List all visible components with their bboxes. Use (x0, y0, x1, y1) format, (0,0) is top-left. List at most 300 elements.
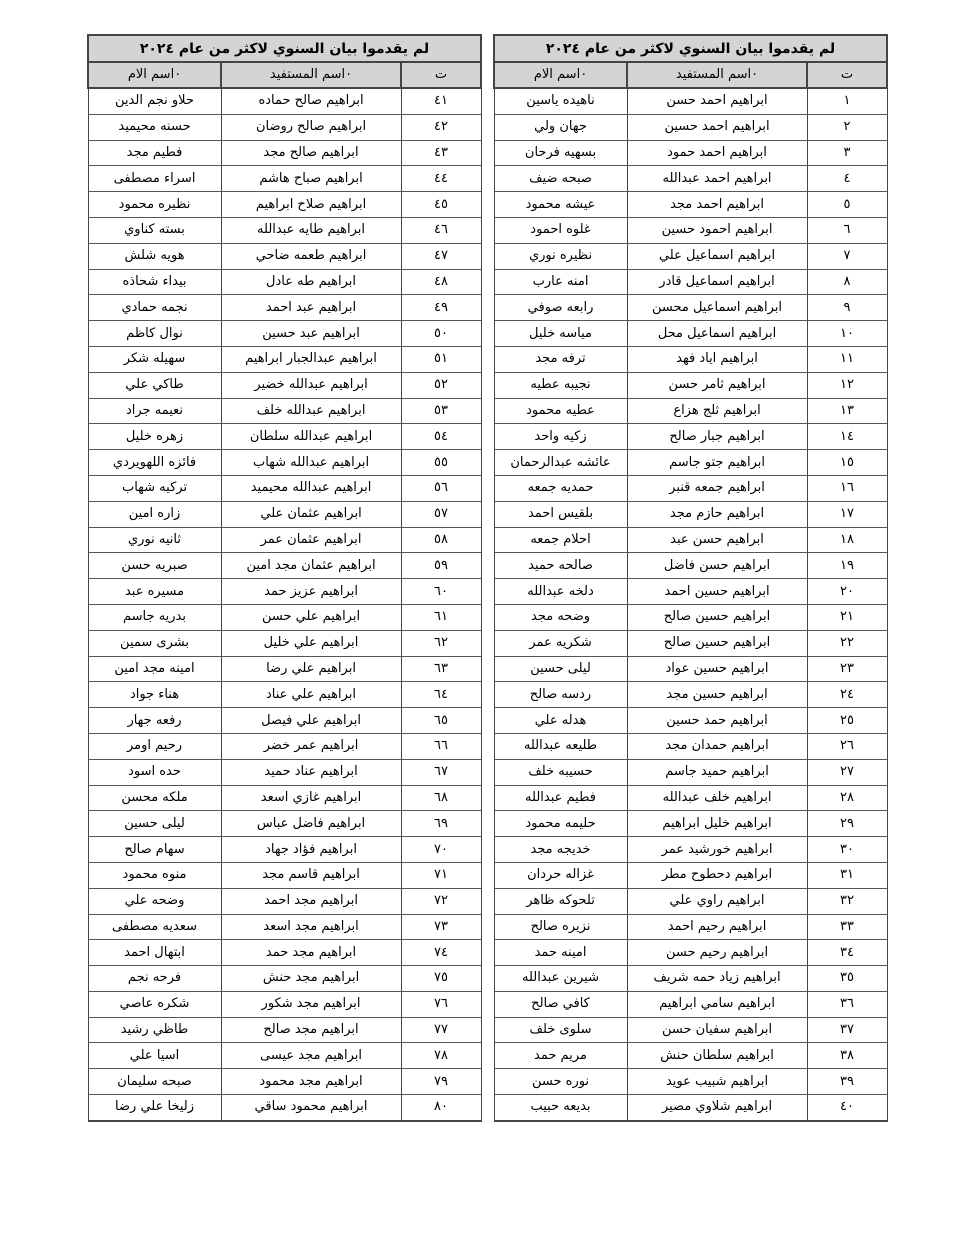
table-row (88, 88, 481, 114)
beneficiary-name: ابراهيم عبدالله خلف (221, 398, 401, 424)
beneficiary-name: ابراهيم حسن عبد (627, 527, 807, 553)
beneficiary-name: ابراهيم رحيم حسن (627, 940, 807, 966)
mother-name: بيداء شحاذه (88, 269, 221, 295)
column-header-number: ت (401, 62, 481, 88)
row-number: ٦٠ (401, 579, 481, 605)
table-row (88, 604, 481, 630)
beneficiary-name: ابراهيم اياد فهد (627, 346, 807, 372)
table-row (494, 1043, 887, 1069)
row-number: ٥٨ (401, 527, 481, 553)
table-row (88, 527, 481, 553)
table-row (88, 579, 481, 605)
table-row (494, 424, 887, 450)
beneficiary-name: ابراهيم احمد حسين (627, 114, 807, 140)
mother-name: وضحه مجد (494, 604, 627, 630)
beneficiary-name: ابراهيم حسن فاضل (627, 553, 807, 579)
table-row (494, 475, 887, 501)
beneficiary-name: ابراهيم خلف عبدالله (627, 785, 807, 811)
table-row (494, 166, 887, 192)
row-number: ٦٦ (401, 733, 481, 759)
table-row (494, 940, 887, 966)
row-number: ١٨ (807, 527, 887, 553)
table-row (88, 682, 481, 708)
row-number: ٥٢ (401, 372, 481, 398)
row-number: ٣٣ (807, 914, 887, 940)
row-number: ٢٤ (807, 682, 887, 708)
beneficiary-name: ابراهيم عثمان عمر (221, 527, 401, 553)
beneficiary-name: ابراهيم ثلج هزاع (627, 398, 807, 424)
column-header-beneficiary: ٠اسم المستفيد (627, 62, 807, 88)
beneficiary-name: ابراهيم حمد حسين (627, 708, 807, 734)
mother-name: فرحه نجم (88, 966, 221, 992)
beneficiary-name: ابراهيم احمد حمود (627, 140, 807, 166)
beneficiary-name: ابراهيم حسين عواد (627, 656, 807, 682)
row-number: ٧٧ (401, 1017, 481, 1043)
row-number: ٧٦ (401, 991, 481, 1017)
row-number: ٧٨ (401, 1043, 481, 1069)
mother-name: نجيبه عطيه (494, 372, 627, 398)
row-number: ٦٩ (401, 811, 481, 837)
row-number: ٧٢ (401, 888, 481, 914)
mother-name: سهام صالح (88, 837, 221, 863)
table-row (494, 888, 887, 914)
table-row (494, 811, 887, 837)
mother-name: زليخا علي رضا (88, 1095, 221, 1121)
row-number: ٨ (807, 269, 887, 295)
mother-name: عيشه محمود (494, 192, 627, 218)
column-header-mother: ٠اسم الام (88, 62, 221, 88)
beneficiary-name: ابراهيم عزيز حمد (221, 579, 401, 605)
mother-name: سعديه مصطفى (88, 914, 221, 940)
mother-name: حليمه محمود (494, 811, 627, 837)
table-row (88, 966, 481, 992)
beneficiary-name: ابراهيم سفيان حسن (627, 1017, 807, 1043)
table-row (88, 862, 481, 888)
mother-name: امنه عارب (494, 269, 627, 295)
row-number: ٣٤ (807, 940, 887, 966)
table-row (88, 1095, 481, 1121)
mother-name: حلاو نجم الدين (88, 88, 221, 114)
row-number: ٢ (807, 114, 887, 140)
mother-name: ملكه محسن (88, 785, 221, 811)
beneficiary-name: ابراهيم عثمان مجد امين (221, 553, 401, 579)
table-row (88, 424, 481, 450)
beneficiary-name: ابراهيم مجد صالح (221, 1017, 401, 1043)
beneficiary-name: ابراهيم طعمه ضاحي (221, 243, 401, 269)
mother-name: نجمه حمادي (88, 295, 221, 321)
beneficiary-name: ابراهيم حسين مجد (627, 682, 807, 708)
table-row (494, 140, 887, 166)
table-row (88, 888, 481, 914)
beneficiary-name: ابراهيم حازم مجد (627, 501, 807, 527)
table-row (494, 837, 887, 863)
table-row (494, 398, 887, 424)
beneficiary-name: ابراهيم حسين صالح (627, 604, 807, 630)
beneficiary-name: ابراهيم علي رضا (221, 656, 401, 682)
mother-name: نعيمه جراد (88, 398, 221, 424)
mother-name: مسيره عبد (88, 579, 221, 605)
beneficiary-name: ابراهيم احمد عبدالله (627, 166, 807, 192)
row-number: ٦ (807, 217, 887, 243)
row-number: ٢١ (807, 604, 887, 630)
table-row (88, 372, 481, 398)
mother-name: احلام جمعه (494, 527, 627, 553)
mother-name: ابتهال احمد (88, 940, 221, 966)
mother-name: هويه شلش (88, 243, 221, 269)
row-number: ٣ (807, 140, 887, 166)
row-number: ٤٣ (401, 140, 481, 166)
row-number: ٢٧ (807, 759, 887, 785)
mother-name: رابعه صوفي (494, 295, 627, 321)
beneficiary-name: ابراهيم مجد حنش (221, 966, 401, 992)
mother-name: نزيره صالح (494, 914, 627, 940)
beneficiary-name: ابراهيم علي حسن (221, 604, 401, 630)
beneficiary-name: ابراهيم خورشيد عمر (627, 837, 807, 863)
mother-name: عائشه عبدالرحمان (494, 450, 627, 476)
beneficiary-table-right (493, 34, 888, 1122)
table-row (88, 914, 481, 940)
mother-name: رحيم اومر (88, 733, 221, 759)
row-number: ٤٠ (807, 1095, 887, 1121)
beneficiary-name: ابراهيم عبد حسين (221, 321, 401, 347)
beneficiary-name: ابراهيم عبدالله محيميد (221, 475, 401, 501)
row-number: ٢٥ (807, 708, 887, 734)
beneficiary-name: ابراهيم احمود حسين (627, 217, 807, 243)
mother-name: نظيره نوري (494, 243, 627, 269)
beneficiary-name: ابراهيم حسين احمد (627, 579, 807, 605)
table-row (494, 759, 887, 785)
column-header-number: ت (807, 62, 887, 88)
mother-name: هناء جواد (88, 682, 221, 708)
beneficiary-name: ابراهيم صلاح ابراهيم (221, 192, 401, 218)
table-row (88, 192, 481, 218)
table-row (88, 656, 481, 682)
mother-name: هدله علي (494, 708, 627, 734)
beneficiary-name: ابراهيم ثامر حسن (627, 372, 807, 398)
row-number: ٨٠ (401, 1095, 481, 1121)
mother-name: نوال كاظم (88, 321, 221, 347)
beneficiary-name: ابراهيم محمود ساقي (221, 1095, 401, 1121)
table-row (494, 243, 887, 269)
table-row (88, 759, 481, 785)
row-number: ٥١ (401, 346, 481, 372)
row-number: ٤٢ (401, 114, 481, 140)
table-row (494, 991, 887, 1017)
row-number: ٧٣ (401, 914, 481, 940)
table-row (494, 708, 887, 734)
row-number: ٦٤ (401, 682, 481, 708)
beneficiary-name: ابراهيم عبدالله شهاب (221, 450, 401, 476)
mother-name: جهان ولي (494, 114, 627, 140)
mother-name: ليلى حسين (494, 656, 627, 682)
mother-name: امينه حمد (494, 940, 627, 966)
table-row (88, 475, 481, 501)
row-number: ١٧ (807, 501, 887, 527)
beneficiary-name: ابراهيم مجد حمد (221, 940, 401, 966)
mother-name: فائزه اللهويردي (88, 450, 221, 476)
beneficiary-name: ابراهيم اسماعيل علي (627, 243, 807, 269)
table-row (494, 295, 887, 321)
table-row (494, 1069, 887, 1095)
beneficiary-name: ابراهيم سامي ابراهيم (627, 991, 807, 1017)
beneficiary-name: ابراهيم حسين صالح (627, 630, 807, 656)
mother-name: زاره امين (88, 501, 221, 527)
mother-name: ترفه مجد (494, 346, 627, 372)
mother-name: طاظي رشيد (88, 1017, 221, 1043)
row-number: ٤٥ (401, 192, 481, 218)
table-row (494, 1017, 887, 1043)
table-row (88, 114, 481, 140)
beneficiary-name: ابراهيم مجد محمود (221, 1069, 401, 1095)
beneficiary-name: ابراهيم عبد احمد (221, 295, 401, 321)
table-row (494, 88, 887, 114)
column-header-mother: ٠اسم الام (494, 62, 627, 88)
table-row (494, 914, 887, 940)
mother-name: تركيه شهاب (88, 475, 221, 501)
table-row (494, 527, 887, 553)
beneficiary-name: ابراهيم راوي علي (627, 888, 807, 914)
mother-name: ناهيده ياسين (494, 88, 627, 114)
row-number: ٣٢ (807, 888, 887, 914)
row-number: ٤٨ (401, 269, 481, 295)
table-row (88, 630, 481, 656)
row-number: ٥٩ (401, 553, 481, 579)
row-number: ٧١ (401, 862, 481, 888)
beneficiary-name: ابراهيم فاضل عباس (221, 811, 401, 837)
beneficiary-name: ابراهيم عبدالجبار ابراهيم (221, 346, 401, 372)
row-number: ٦١ (401, 604, 481, 630)
table-row (88, 811, 481, 837)
table-row (494, 372, 887, 398)
mother-name: حسنه محيميد (88, 114, 221, 140)
row-number: ٢٠ (807, 579, 887, 605)
row-number: ٤١ (401, 88, 481, 114)
table-row (494, 785, 887, 811)
mother-name: بدريه جاسم (88, 604, 221, 630)
mother-name: نظيره محمود (88, 192, 221, 218)
beneficiary-name: ابراهيم صالح حماده (221, 88, 401, 114)
row-number: ٤٧ (401, 243, 481, 269)
table-row (88, 837, 481, 863)
beneficiary-name: ابراهيم عبدالله سلطان (221, 424, 401, 450)
table-row (494, 346, 887, 372)
table-row (88, 708, 481, 734)
row-number: ٣٦ (807, 991, 887, 1017)
mother-name: سهيله شكر (88, 346, 221, 372)
mother-name: غلوه احمود (494, 217, 627, 243)
table-row (88, 1017, 481, 1043)
row-number: ١٢ (807, 372, 887, 398)
table-row (88, 321, 481, 347)
mother-name: صبحه سليمان (88, 1069, 221, 1095)
row-number: ٧٤ (401, 940, 481, 966)
mother-name: بسهيه فرحان (494, 140, 627, 166)
table-row (88, 991, 481, 1017)
row-number: ٣٧ (807, 1017, 887, 1043)
row-number: ٣٨ (807, 1043, 887, 1069)
mother-name: بسته كناوي (88, 217, 221, 243)
beneficiary-name: ابراهيم رحيم احمد (627, 914, 807, 940)
mother-name: مريم حمد (494, 1043, 627, 1069)
table-row (494, 192, 887, 218)
beneficiary-name: ابراهيم صالح مجد (221, 140, 401, 166)
mother-name: منوه محمود (88, 862, 221, 888)
mother-name: حمديه جمعه (494, 475, 627, 501)
beneficiary-name: ابراهيم غازي اسعد (221, 785, 401, 811)
mother-name: نوره حسن (494, 1069, 627, 1095)
mother-name: بشرى سمين (88, 630, 221, 656)
row-number: ١٩ (807, 553, 887, 579)
mother-name: طليعه عبدالله (494, 733, 627, 759)
row-number: ٤٩ (401, 295, 481, 321)
table-row (88, 243, 481, 269)
mother-name: اسراء مصطفى (88, 166, 221, 192)
row-number: ٤٤ (401, 166, 481, 192)
row-number: ٧ (807, 243, 887, 269)
table-row (494, 604, 887, 630)
row-number: ١ (807, 88, 887, 114)
beneficiary-name: ابراهيم صالح روضان (221, 114, 401, 140)
mother-name: رفعه جهار (88, 708, 221, 734)
row-number: ٧٠ (401, 837, 481, 863)
row-number: ٣٩ (807, 1069, 887, 1095)
mother-name: صبحه ضيف (494, 166, 627, 192)
mother-name: صبريه حسن (88, 553, 221, 579)
row-number: ٥٥ (401, 450, 481, 476)
mother-name: ليلى حسين (88, 811, 221, 837)
row-number: ٢٨ (807, 785, 887, 811)
row-number: ٣٠ (807, 837, 887, 863)
beneficiary-name: ابراهيم جتو جاسم (627, 450, 807, 476)
mother-name: سلوى خلف (494, 1017, 627, 1043)
mother-name: طاكي علي (88, 372, 221, 398)
table-row (88, 398, 481, 424)
column-header-beneficiary: ٠اسم المستفيد (221, 62, 401, 88)
table-row (494, 966, 887, 992)
row-number: ٢٢ (807, 630, 887, 656)
table-row (494, 630, 887, 656)
row-number: ٣١ (807, 862, 887, 888)
row-number: ٥٣ (401, 398, 481, 424)
row-number: ١٠ (807, 321, 887, 347)
mother-name: حده اسود (88, 759, 221, 785)
row-number: ٧٥ (401, 966, 481, 992)
table-title: لم يقدموا بيان السنوي لاكثر من عام ٢٠٢٤ (494, 35, 887, 62)
beneficiary-name: ابراهيم دحطوح مطر (627, 862, 807, 888)
beneficiary-name: ابراهيم علي خليل (221, 630, 401, 656)
mother-name: دلخه عبدالله (494, 579, 627, 605)
table-row (494, 1095, 887, 1121)
table-row (88, 140, 481, 166)
beneficiary-name: ابراهيم شبيب عويد (627, 1069, 807, 1095)
beneficiary-name: ابراهيم زياد حمه شريف (627, 966, 807, 992)
mother-name: ثانيه نوري (88, 527, 221, 553)
mother-name: فطيم عبدالله (494, 785, 627, 811)
beneficiary-name: ابراهيم سلطان حنش (627, 1043, 807, 1069)
row-number: ١٦ (807, 475, 887, 501)
table-row (494, 579, 887, 605)
row-number: ٥ (807, 192, 887, 218)
table-row (494, 682, 887, 708)
row-number: ١٥ (807, 450, 887, 476)
beneficiary-name: ابراهيم حمدان مجد (627, 733, 807, 759)
beneficiary-name: ابراهيم مجد شكور (221, 991, 401, 1017)
mother-name: بلقيس احمد (494, 501, 627, 527)
table-row (88, 450, 481, 476)
mother-name: فطيم مجد (88, 140, 221, 166)
row-number: ٦٨ (401, 785, 481, 811)
beneficiary-name: ابراهيم صباح هاشم (221, 166, 401, 192)
beneficiary-name: ابراهيم عمر خضر (221, 733, 401, 759)
table-row (88, 1043, 481, 1069)
row-number: ٦٣ (401, 656, 481, 682)
row-number: ٢٦ (807, 733, 887, 759)
table-row (88, 940, 481, 966)
row-number: ١١ (807, 346, 887, 372)
table-title: لم يقدموا بيان السنوي لاكثر من عام ٢٠٢٤ (88, 35, 481, 62)
mother-name: وضحه علي (88, 888, 221, 914)
table-row (88, 295, 481, 321)
mother-name: زكيه واحد (494, 424, 627, 450)
table-row (88, 217, 481, 243)
mother-name: شكره عاصي (88, 991, 221, 1017)
beneficiary-name: ابراهيم احمد مجد (627, 192, 807, 218)
mother-name: زهره خليل (88, 424, 221, 450)
table-row (494, 862, 887, 888)
mother-name: تلحوكه ظاهر (494, 888, 627, 914)
mother-name: ردسه صالح (494, 682, 627, 708)
row-number: ٩ (807, 295, 887, 321)
row-number: ٢٩ (807, 811, 887, 837)
table-row (494, 733, 887, 759)
row-number: ٤٦ (401, 217, 481, 243)
mother-name: امينه مجد امين (88, 656, 221, 682)
table-row (494, 656, 887, 682)
beneficiary-name: ابراهيم طه عادل (221, 269, 401, 295)
beneficiary-name: ابراهيم مجد احمد (221, 888, 401, 914)
beneficiary-name: ابراهيم عناد حميد (221, 759, 401, 785)
beneficiary-name: ابراهيم جمعه قنبر (627, 475, 807, 501)
row-number: ٥٧ (401, 501, 481, 527)
table-row (88, 166, 481, 192)
beneficiary-name: ابراهيم خليل ابراهيم (627, 811, 807, 837)
mother-name: خديجه مجد (494, 837, 627, 863)
mother-name: بديعه حبيب (494, 1095, 627, 1121)
row-number: ٥٦ (401, 475, 481, 501)
table-row (88, 346, 481, 372)
table-row (494, 501, 887, 527)
table-row (494, 553, 887, 579)
row-number: ٢٣ (807, 656, 887, 682)
mother-name: حسيبه خلف (494, 759, 627, 785)
row-number: ٧٩ (401, 1069, 481, 1095)
row-number: ٥٠ (401, 321, 481, 347)
mother-name: شيرين عبدالله (494, 966, 627, 992)
beneficiary-name: ابراهيم شلاوي مصير (627, 1095, 807, 1121)
table-row (88, 269, 481, 295)
table-row (494, 114, 887, 140)
table-row (494, 450, 887, 476)
beneficiary-name: ابراهيم مجد عيسى (221, 1043, 401, 1069)
beneficiary-name: ابراهيم علي فيصل (221, 708, 401, 734)
row-number: ١٣ (807, 398, 887, 424)
table-row (88, 501, 481, 527)
table-row (88, 1069, 481, 1095)
beneficiary-name: ابراهيم طايه عبدالله (221, 217, 401, 243)
row-number: ٦٧ (401, 759, 481, 785)
mother-name: غزاله حردان (494, 862, 627, 888)
table-row (494, 269, 887, 295)
